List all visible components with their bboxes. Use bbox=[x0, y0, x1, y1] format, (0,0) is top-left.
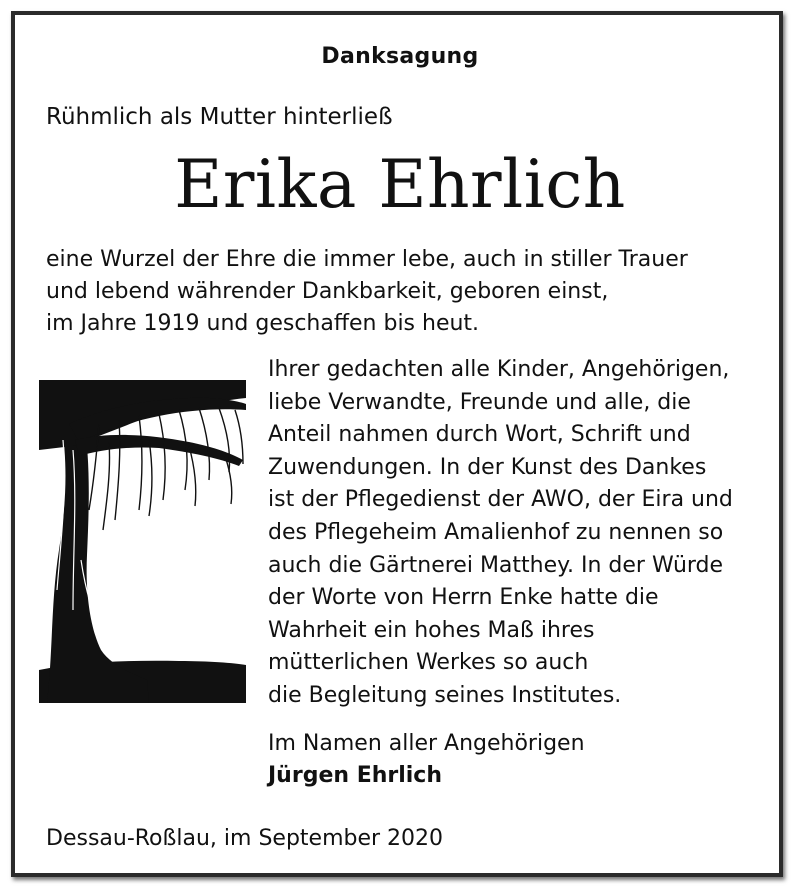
thanks-line: mütterlichen Werkes so auch bbox=[268, 650, 589, 676]
thanks-line: liebe Verwandte, Freunde und alle, die bbox=[268, 389, 691, 415]
verse-block bbox=[46, 244, 688, 340]
notice-heading: Danksagung bbox=[321, 44, 479, 69]
signoff-line: Im Namen aller Angehörigen bbox=[268, 731, 585, 756]
thanks-line: des Pflegeheim Amalienhof zu nennen so bbox=[268, 519, 724, 545]
thanks-block bbox=[268, 354, 733, 713]
deceased-name: Erika Ehrlich bbox=[174, 146, 626, 223]
thanks-line: Wahrheit ein hohes Maß ihres bbox=[268, 617, 595, 643]
thanks-line: die Begleitung seines Institutes. bbox=[268, 682, 622, 708]
tree-illustration-icon bbox=[39, 380, 246, 703]
place-date: Dessau-Roßlau, im September 2020 bbox=[46, 826, 444, 851]
thanks-line: Ihrer gedachten alle Kinder, Angehörigen, bbox=[268, 357, 730, 382]
thanks-line: Anteil nahmen durch Wort, Schrift und bbox=[268, 422, 691, 448]
signer-name: Jürgen Ehrlich bbox=[268, 763, 443, 788]
thanks-line: auch die Gärtnerei Matthey. In der Würde bbox=[268, 552, 724, 578]
thanks-line: Zuwendungen. In der Kunst des Dankes bbox=[268, 454, 707, 480]
thanks-line: ist der Pflegedienst der AWO, der Eira und bbox=[268, 487, 733, 513]
signoff-block bbox=[268, 728, 585, 792]
thanks-line: der Worte von Herrn Enke hatte die bbox=[268, 585, 659, 611]
intro-line: Rühmlich als Mutter hinterließ bbox=[46, 104, 393, 130]
verse-line: eine Wurzel der Ehre die immer lebe, auch in stiller Trauer bbox=[46, 247, 688, 272]
verse-line: und lebend währender Dankbarkeit, geboren einst, bbox=[46, 279, 609, 304]
verse-line: im Jahre 1919 und geschaffen bis heut. bbox=[46, 311, 480, 336]
